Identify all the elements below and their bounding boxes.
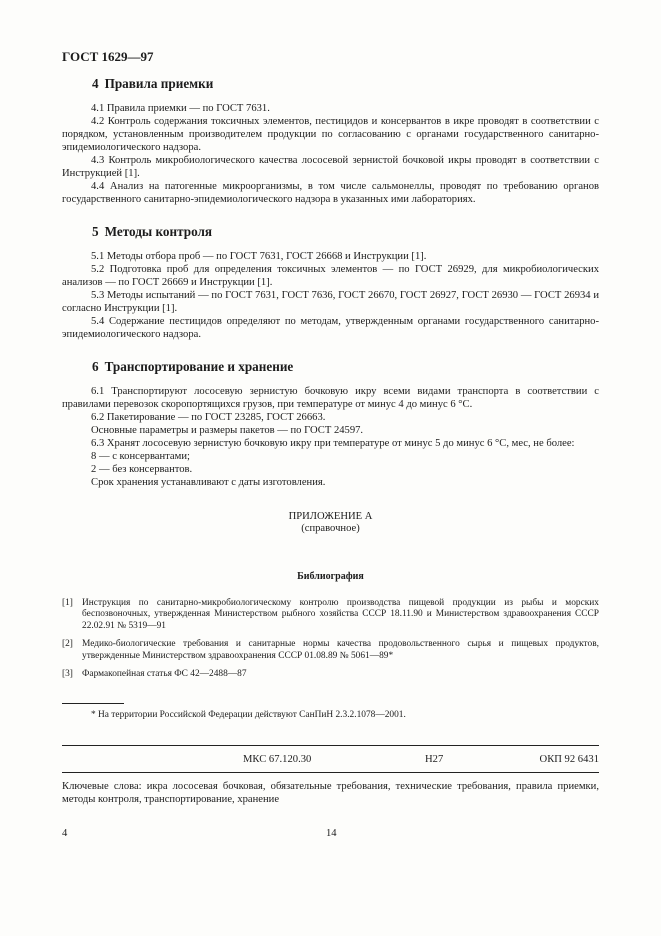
paragraph: 4.3 Контроль микробиологического качества лососевой зернистой бочковой икры проводят в соответствии с Инструкцией [1]. <box>62 155 599 179</box>
document-body <box>62 76 599 722</box>
divider-bottom <box>62 772 599 773</box>
bibliography-ref: [2] <box>62 639 73 650</box>
footnote: * На территории Российской Федерации действуют СанПиН 2.3.2.1078—2001. <box>91 710 406 721</box>
section-number: 5 <box>92 224 99 239</box>
paragraph: 6.1 Транспортируют лососевую зернистую бочковую икру всеми видами транспорта в соответствии с правилами перевозок скоропортящихся грузов, при температуре от минус 4 до минус 6 °С. <box>62 386 599 410</box>
paragraph: 4.1 Правила приемки — по ГОСТ 7631. <box>91 103 270 114</box>
section-heading <box>92 359 599 375</box>
paragraph: 5.2 Подготовка проб для определения токсичных элементов — по ГОСТ 26929, для микробиологических анализов — по ГОСТ 26669 и Инструкции [1]. <box>62 264 599 288</box>
classification-codes <box>62 754 599 768</box>
appendix-title: ПРИЛОЖЕНИЕ А <box>288 511 373 522</box>
section-6 <box>62 359 599 489</box>
section-4 <box>62 76 599 206</box>
paragraph: 2 — без консервантов. <box>91 464 193 475</box>
section-title: Правила приемки <box>104 76 214 91</box>
paragraph: 4.2 Контроль содержания токсичных элементов, пестицидов и консервантов в икре проводят в соответствии с порядком, установленным производителем продукции по согласованию с органами государственного санитарно-эпидемиологического надзора. <box>62 116 599 153</box>
section-title: Методы контроля <box>104 224 213 239</box>
document-header: ГОСТ 1629—97 <box>62 49 154 64</box>
paragraph: 5.1 Методы отбора проб — по ГОСТ 7631, ГОСТ 26668 и Инструкции [1]. <box>91 251 427 262</box>
bibliography-item <box>62 598 599 632</box>
paragraph: Основные параметры и размеры пакетов — по ГОСТ 24597. <box>91 425 364 436</box>
divider-top <box>62 745 599 746</box>
bibliography-ref: [1] <box>62 598 73 608</box>
page-number-center: 14 <box>326 828 337 839</box>
bibliography-item <box>62 639 599 662</box>
footnote-separator <box>62 703 124 704</box>
bibliography-text: Фармакопейная статья ФС 42—2488—87 <box>82 669 247 680</box>
mks-code: МКС 67.120.30 <box>243 754 312 765</box>
paragraph: 5.4 Содержание пестицидов определяют по методам, утвержденным органами государственного санитарно-эпидемиологического надзора. <box>62 316 599 340</box>
keywords: Ключевые слова: икра лососевая бочковая, обязательные требования, технические требования, правила приемки, методы контроля, транспортирование, хранение <box>62 781 599 805</box>
appendix-subtitle: (справочное) <box>301 523 360 534</box>
paragraph: 6.2 Пакетирование — по ГОСТ 23285, ГОСТ 26663. <box>91 412 326 423</box>
section-number: 6 <box>92 359 99 374</box>
okp-code: ОКП 92 6431 <box>539 754 599 765</box>
section-title: Транспортирование и хранение <box>104 359 294 374</box>
paragraph: 6.3 Хранят лососевую зернистую бочковую икру при температуре от минус 5 до минус 6 °С, мес, не более: <box>91 438 575 449</box>
section-5 <box>62 224 599 341</box>
paragraph: 5.3 Методы испытаний — по ГОСТ 7631, ГОСТ 7636, ГОСТ 26670, ГОСТ 26927, ГОСТ 26930 — ГОСТ 26934 и согласно Инструкции [1]. <box>62 290 599 314</box>
paragraph: 8 — с консервантами; <box>91 451 190 462</box>
appendix-heading <box>62 511 599 535</box>
bibliography-ref: [3] <box>62 669 73 680</box>
h-code: Н27 <box>425 754 444 765</box>
bibliography-title: Библиография <box>297 571 364 582</box>
bibliography-item <box>62 669 599 680</box>
paragraph: Срок хранения устанавливают с даты изготовления. <box>91 477 326 488</box>
paragraph: 4.4 Анализ на патогенные микроорганизмы, в том числе сальмонеллы, проводят по требованию органов государственного санитарно-эпидемиологического надзора в указанных ими лабораториях. <box>62 181 599 205</box>
section-number: 4 <box>92 76 99 91</box>
bibliography-text: Медико-биологические требования и санитарные нормы качества продовольственного сырья и пищевых продуктов, утвержденные Министерством здравоохранения СССР 01.08.89 № 5061—89* <box>82 639 599 661</box>
bibliography-text: Инструкция по санитарно-микробиологическому контролю производства пищевой продукции из рыбы и морских беспозвоночных, утвержденная Министерством рыбного хозяйства СССР 18.11.90 и Министерством здравоохранения СССР 22.02.91 № 5319—91 <box>82 598 599 631</box>
section-heading <box>92 224 599 240</box>
section-heading <box>92 76 599 92</box>
page-number-left: 4 <box>62 828 68 839</box>
